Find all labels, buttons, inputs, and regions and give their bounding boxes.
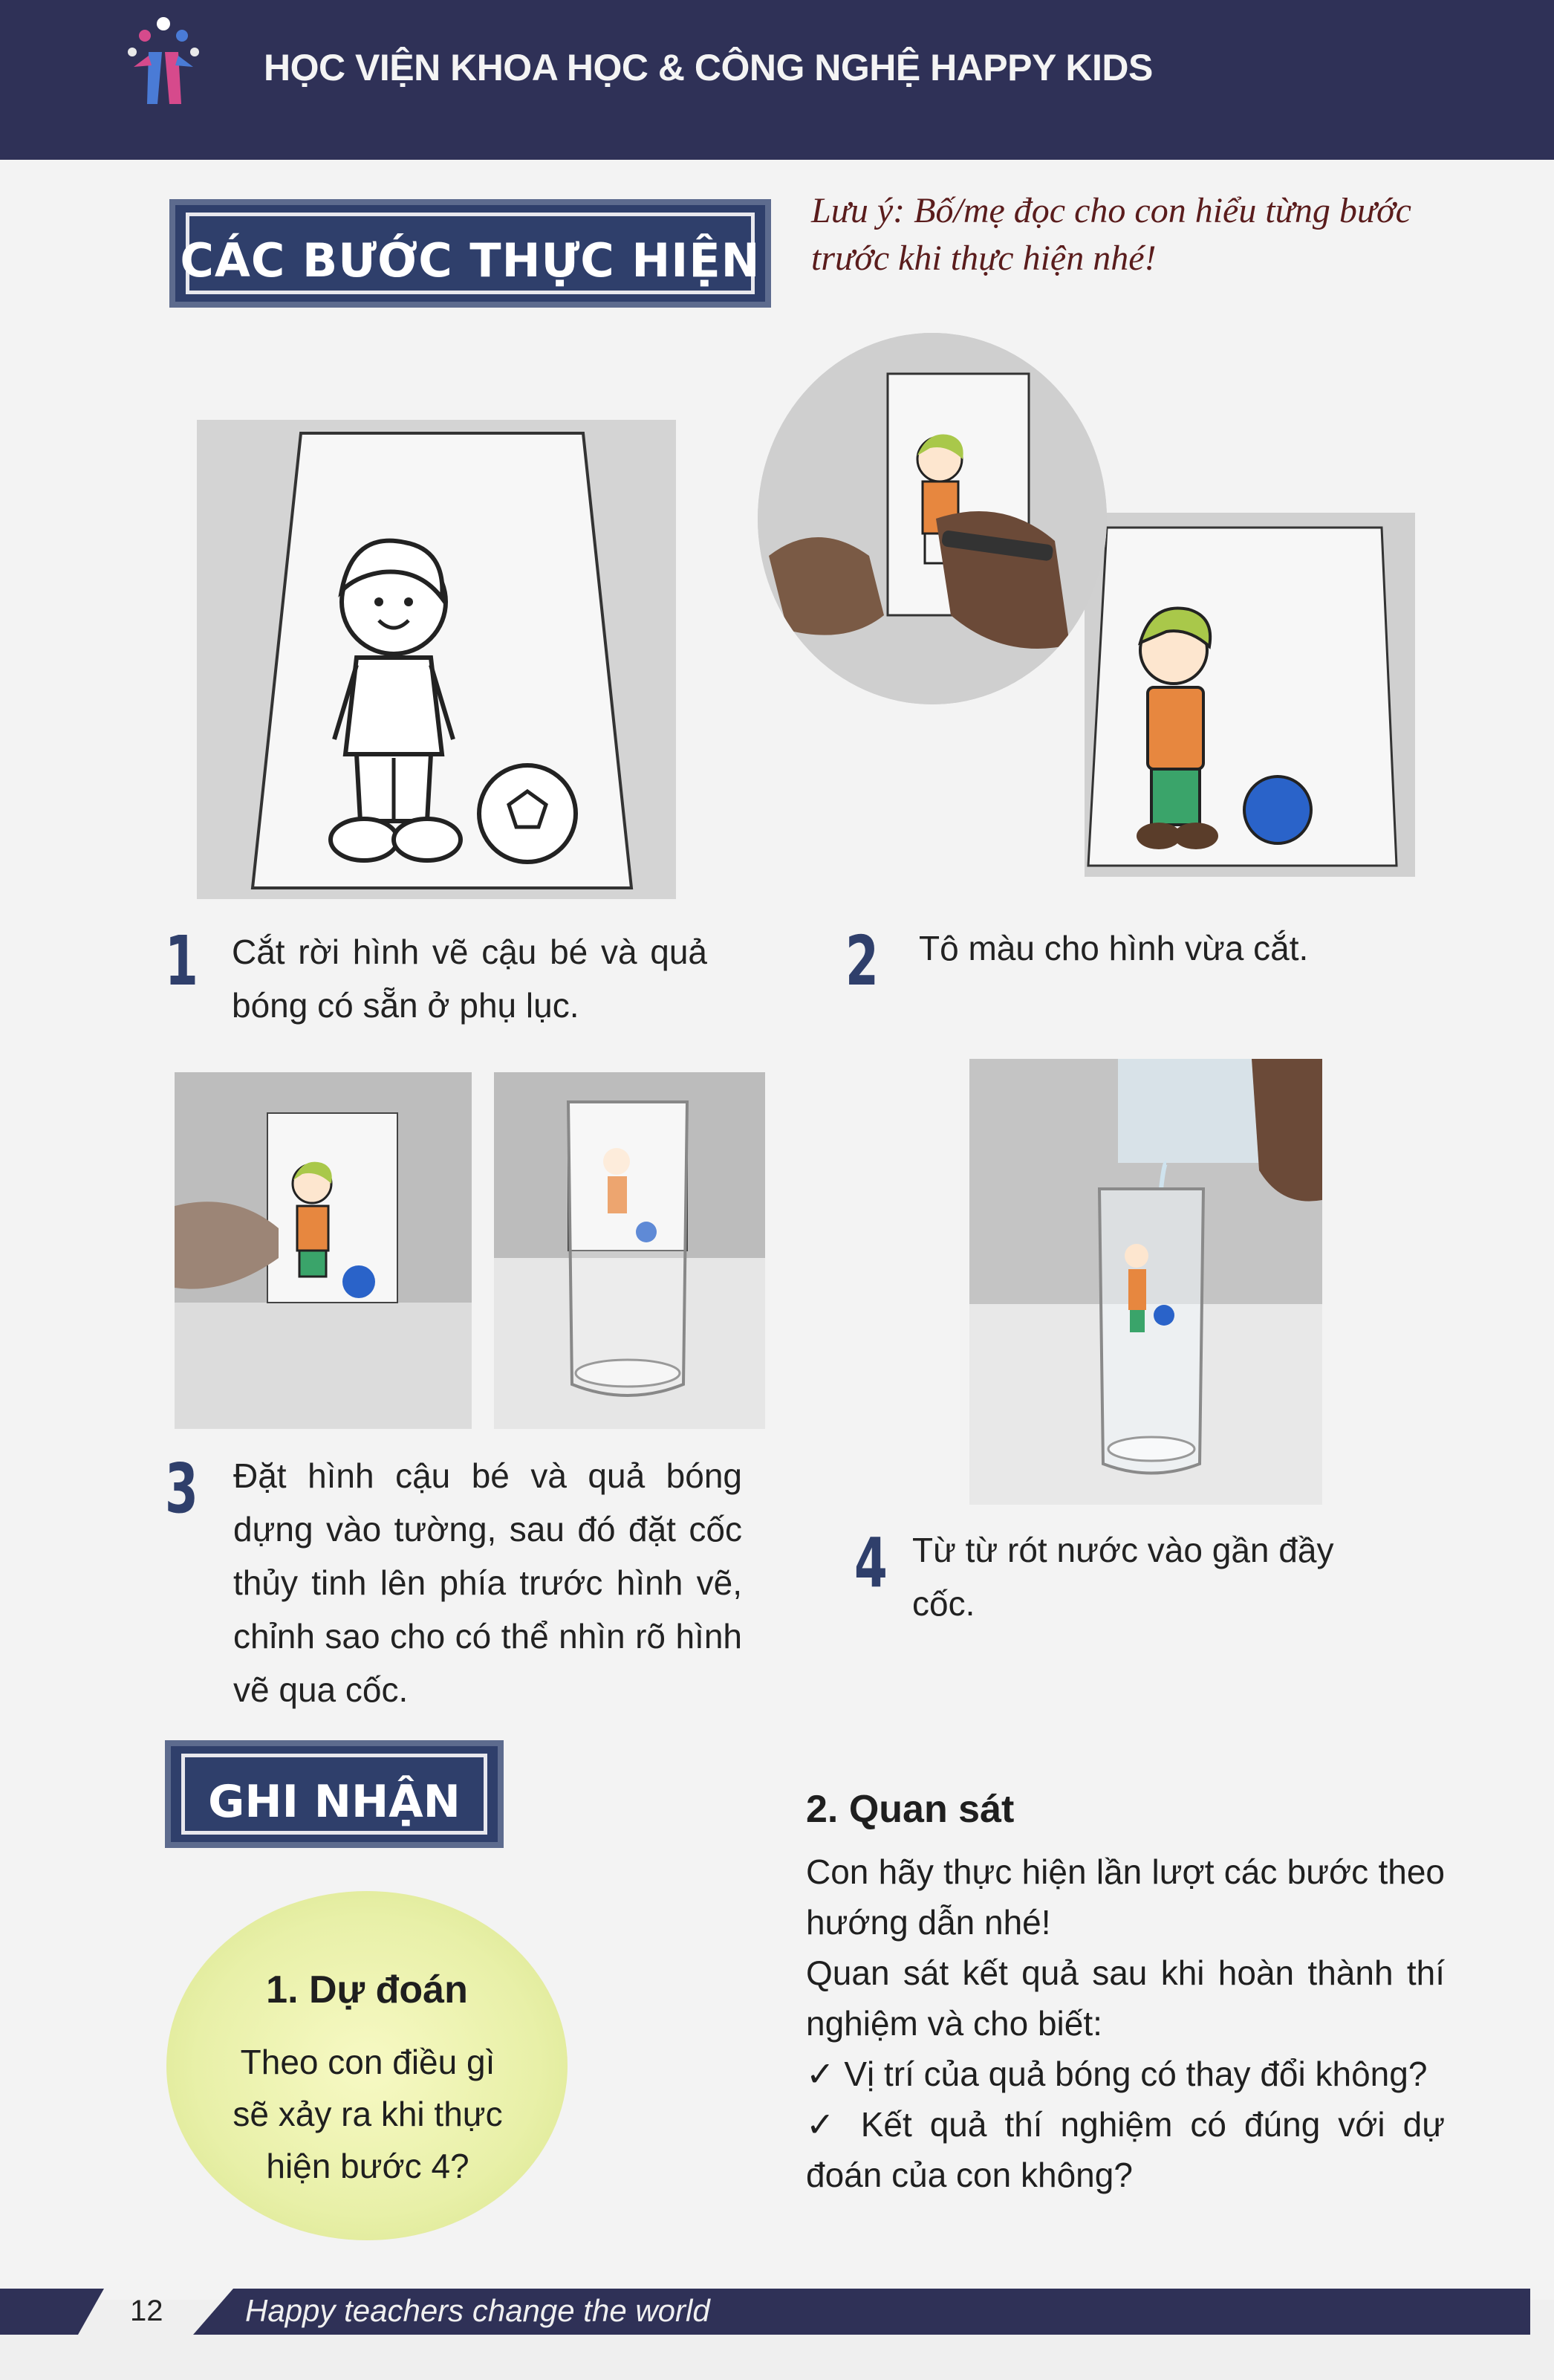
observation-check-item: ✓ Vị trí của quả bóng có thay đổi không? [806,2055,1428,2093]
step2-zoom-circle [758,333,1107,704]
observation-line: Quan sát kết quả sau khi hoàn thành thí nghiệm và cho biết: [806,1953,1445,2043]
prediction-title: 1. Dự đoán [266,1968,468,2011]
step1-text: Cắt rời hình vẽ cậu bé và quả bóng có sẵn ở phụ lục. [232,933,707,1025]
step4-number: 4 [854,1523,888,1603]
observation-title: 2. Quan sát [806,1788,1015,1831]
steps-banner [169,199,771,308]
record-banner-label: GHI NHẬN [208,1776,461,1828]
prediction-question: Theo con điều gì sẽ xảy ra khi thực hiện bước 4? [233,2043,503,2185]
step3-number: 3 [165,1449,198,1528]
footer-left-stripe [0,2289,104,2335]
steps-banner-label: CÁC BƯỚC THỰC HIỆN [180,233,761,288]
observation-check-item: ✓ Kết quả thí nghiệm có đúng với dự đoán của con không? [806,2105,1445,2194]
step1-photo [197,420,676,899]
step3-text: Đặt hình cậu bé và quả bóng dựng vào tường, sau đó đặt cốc thủy tinh lên phía trước hình vẽ, chỉnh sao cho có thể nhìn rõ hình vẽ qua cốc. [233,1456,742,1709]
observation-line: Con hãy thực hiện lần lượt các bước theo hướng dẫn nhé! [806,1852,1445,1942]
step2-photo [1085,513,1415,877]
step4-text: Từ từ rót nước vào gần đầy cốc. [912,1531,1334,1623]
step1-number: 1 [165,921,198,1001]
step4-photo [969,1059,1322,1505]
academy-title: HỌC VIỆN KHOA HỌC & CÔNG NGHỆ HAPPY KIDS [264,47,1153,88]
boy-outline-drawing [197,420,676,899]
parent-note: Lưu ý: Bố/mẹ đọc cho con hiểu từng bước trước khi thực hiện nhé! [811,191,1411,278]
observation-body [806,1846,1445,2200]
pouring-water-image [969,1059,1322,1505]
academy-logo [104,7,223,111]
hand-coloring-image [758,333,1107,704]
page-number: 12 [130,2295,163,2327]
colored-boy-drawing [1085,513,1415,877]
step3-photo-wall [175,1072,472,1429]
step3-photo-glass [494,1072,765,1429]
drawing-against-wall [175,1072,472,1429]
step2-number: 2 [845,921,879,1001]
step2-text: Tô màu cho hình vừa cắt. [919,929,1309,967]
footer-slogan: Happy teachers change the world [245,2293,710,2328]
record-banner [165,1740,504,1848]
glass-in-front-of-drawing [494,1072,765,1429]
